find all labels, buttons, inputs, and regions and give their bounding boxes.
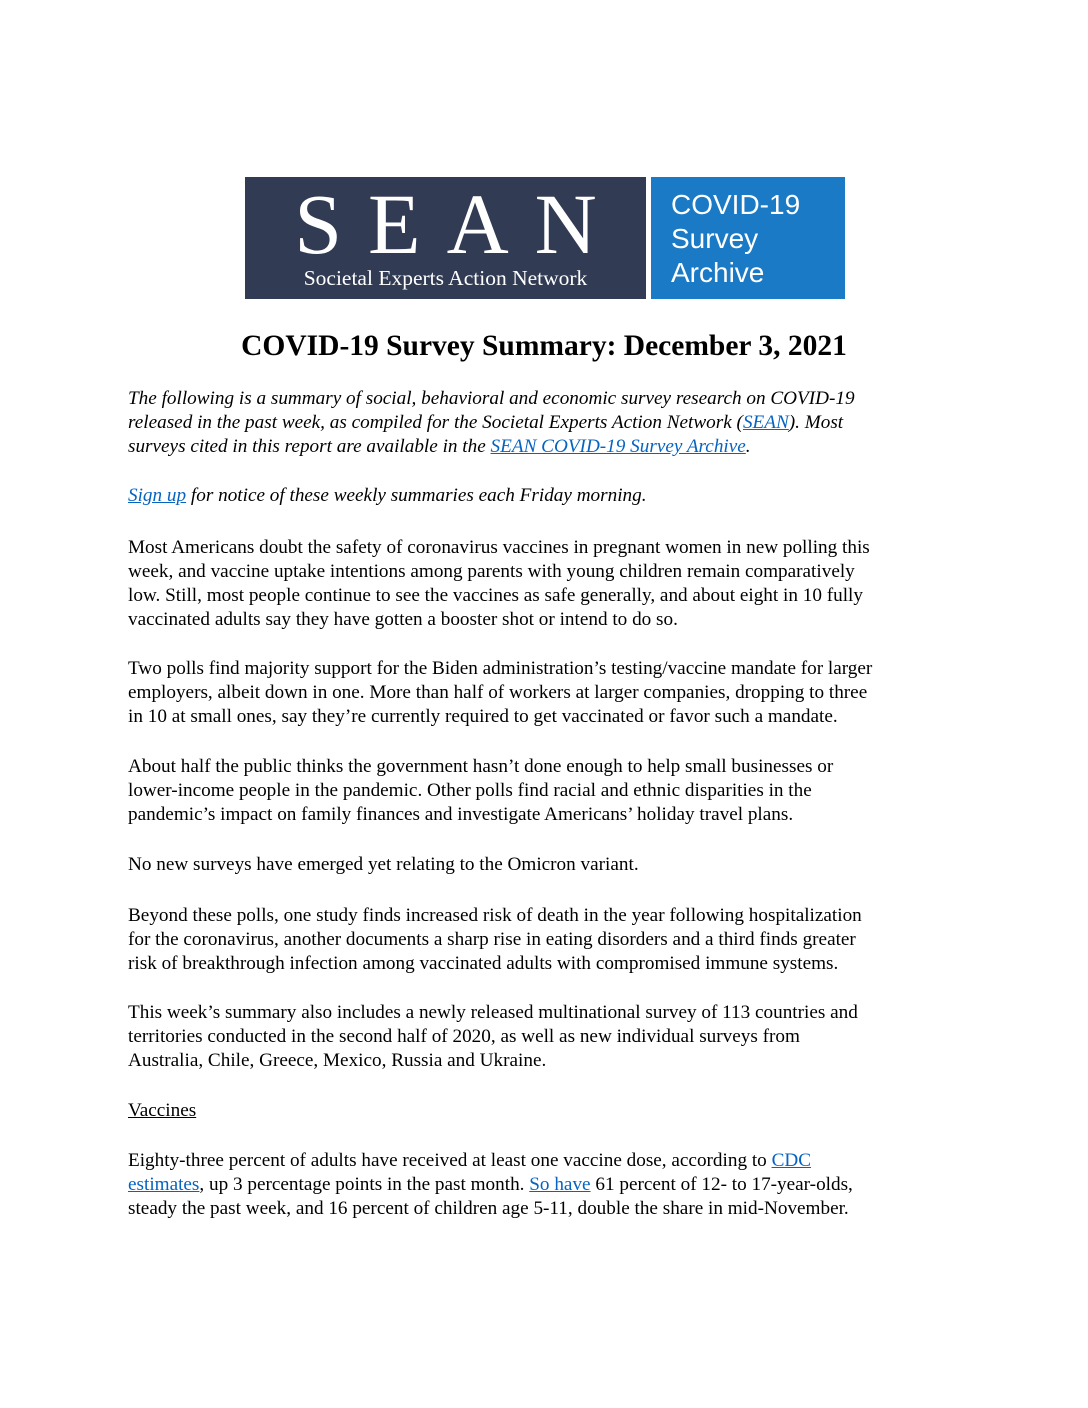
logo-sean-wordmark: SEAN	[294, 176, 623, 272]
paragraph-line: Two polls find majority support for the Biden administration’s testing/vaccine mandate for larger	[128, 658, 873, 679]
paragraph-line: employers, albeit down in one. More than half of workers at larger companies, dropping to three	[128, 682, 868, 703]
intro-text: released in the past week, as compiled for the Societal Experts Action Network (	[128, 412, 743, 433]
vaccines-paragraph	[128, 1149, 978, 1221]
paragraph-line: vaccinated adults say they have gotten a booster shot or intend to do so.	[128, 609, 678, 630]
paragraph-text: 61 percent of 12- to 17-year-olds,	[590, 1174, 853, 1195]
paragraph-line: lower-income people in the pandemic. Other polls find racial and ethnic disparities in the	[128, 780, 812, 801]
logo-archive-line3: Archive	[671, 257, 765, 288]
signup-link[interactable]: Sign up	[128, 485, 187, 506]
page-title: COVID-19 Survey Summary: December 3, 2021	[241, 330, 847, 362]
logo-sean-fullname: Societal Experts Action Network	[303, 266, 588, 290]
body-paragraph	[128, 853, 978, 877]
so-have-link[interactable]: So have	[529, 1174, 591, 1195]
signup-paragraph	[128, 484, 978, 508]
body-paragraph	[128, 536, 978, 632]
logo-archive-line1: COVID-19	[671, 189, 801, 220]
paragraph-line: Beyond these polls, one study finds increased risk of death in the year following hospitalization	[128, 905, 862, 926]
intro-line	[128, 435, 978, 459]
paragraph-line: This week’s summary also includes a newly released multinational survey of 113 countries and	[128, 1002, 858, 1023]
survey-archive-link[interactable]: SEAN COVID-19 Survey Archive	[490, 436, 746, 457]
paragraph-line: Australia, Chile, Greece, Mexico, Russia and Ukraine.	[128, 1050, 547, 1071]
intro-line	[128, 387, 978, 411]
cdc-estimates-link[interactable]: CDC	[771, 1150, 812, 1171]
paragraph-line: No new surveys have emerged yet relating to the Omicron variant.	[128, 854, 639, 875]
intro-paragraph	[128, 387, 978, 459]
paragraph-line: low. Still, most people continue to see the vaccines as safe generally, and about eight in 10 fully	[128, 585, 863, 606]
signup-text: for notice of these weekly summaries each Friday morning.	[186, 485, 647, 506]
sean-link[interactable]: SEAN	[742, 412, 789, 433]
body-paragraph	[128, 657, 978, 729]
body-paragraph	[128, 1001, 978, 1073]
cdc-estimates-link[interactable]: estimates	[128, 1174, 200, 1195]
body-paragraph	[128, 904, 978, 976]
section-heading	[128, 1099, 978, 1123]
logo-archive-line2: Survey	[671, 223, 759, 254]
paragraph-line: territories conducted in the second half of 2020, as well as new individual surveys from	[128, 1026, 800, 1047]
paragraph-line	[128, 1173, 978, 1197]
paragraph-line: in 10 at small ones, say they’re currently required to get vaccinated or favor such a mandate.	[128, 706, 838, 727]
body-paragraph	[128, 755, 978, 827]
intro-line	[128, 411, 978, 435]
logo-sean-panel	[245, 177, 646, 299]
section-heading-text: Vaccines	[128, 1100, 197, 1121]
paragraph-text: Eighty-three percent of adults have received at least one vaccine dose, according to	[128, 1150, 772, 1171]
intro-text: ). Most	[788, 412, 844, 433]
sean-logo	[245, 177, 845, 299]
paragraph-line: About half the public thinks the government hasn’t done enough to help small businesses or	[128, 756, 834, 777]
paragraph-line: pandemic’s impact on family finances and investigate Americans’ holiday travel plans.	[128, 804, 794, 825]
paragraph-line	[128, 1149, 978, 1173]
intro-text: .	[745, 436, 751, 457]
paragraph-line: Most Americans doubt the safety of coronavirus vaccines in pregnant women in new polling this	[128, 537, 870, 558]
paragraph-line: week, and vaccine uptake intentions among parents with young children remain comparatively	[128, 561, 855, 582]
paragraph-line: for the coronavirus, another documents a sharp rise in eating disorders and a third finds greater	[128, 929, 856, 950]
paragraph-line: risk of breakthrough infection among vaccinated adults with compromised immune systems.	[128, 953, 839, 974]
intro-text: surveys cited in this report are available in the	[128, 436, 491, 457]
logo-archive-panel	[651, 177, 845, 299]
intro-text: The following is a summary of social, behavioral and economic survey research on COVID-19	[128, 388, 855, 409]
paragraph-line: steady the past week, and 16 percent of children age 5-11, double the share in mid-November.	[128, 1198, 849, 1219]
paragraph-text: , up 3 percentage points in the past month.	[199, 1174, 530, 1195]
